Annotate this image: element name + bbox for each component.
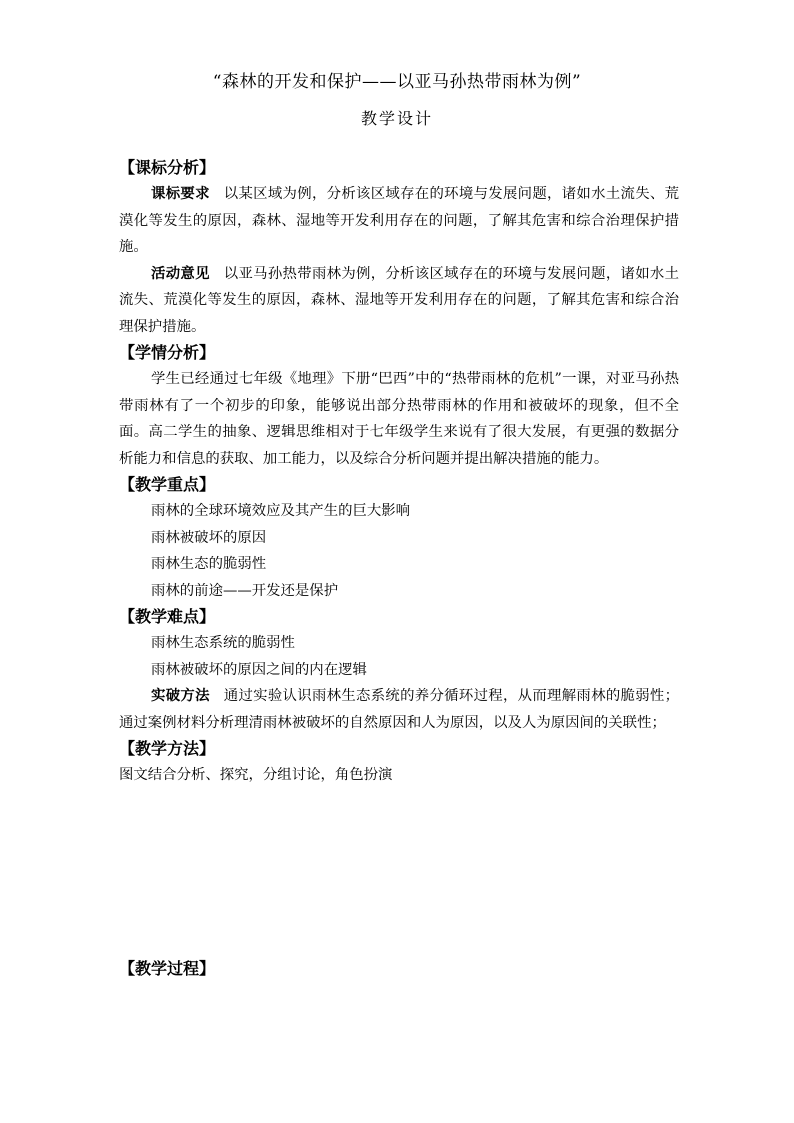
- section-heading-curriculum: 【课标分析】: [119, 158, 216, 177]
- section-heading-methods: 【教学方法】: [119, 739, 216, 758]
- section-heading-difficulties: 【教学难点】: [119, 607, 216, 626]
- key-point-item: 雨林被破坏的原因: [151, 529, 267, 546]
- key-point-item: 雨林的全球环境效应及其产生的巨大影响: [151, 503, 411, 519]
- method-lead: 实破方法: [151, 687, 210, 704]
- activity-text: 以亚马孙热带雨林为例，分析该区域存在的环境与发展问题，诸如水土流失、荒漠化等发生的原因，森林、湿地等开发利用存在的问题，了解其危害和综合治理保护措施。: [119, 265, 679, 335]
- difficulty-method-paragraph: [119, 683, 679, 736]
- difficulty-item: 雨林生态系统的脆弱性: [151, 635, 295, 651]
- section-heading-process: 【教学过程】: [119, 959, 216, 978]
- document-title: “森林的开发和保护——以亚马孙热带雨林为例”: [212, 72, 582, 92]
- curriculum-activity-paragraph: [119, 261, 679, 341]
- requirement-text: 以某区域为例，分析该区域存在的环境与发展问题，诸如水土流失、荒漠化等发生的原因，森林、湿地等开发利用存在的问题，了解其危害和综合治理保护措施。: [119, 186, 679, 255]
- document-subtitle: 教学设计: [360, 109, 433, 128]
- curriculum-requirement-paragraph: [119, 181, 679, 261]
- section-heading-key-points: 【教学重点】: [119, 475, 216, 494]
- section-heading-students: 【学情分析】: [119, 343, 216, 362]
- document-body: [119, 155, 679, 789]
- key-point-item: 雨林生态的脆弱性: [151, 556, 267, 572]
- students-paragraph: 学生已经通过七年级《地理》下册“巴西”中的“热带雨林的危机”一课，对亚马孙热带雨林有了一个初步的印象，能够说出部分热带雨林的作用和被破坏的现象，但不全面。高二学生的抽象、逻辑思维相对于七年级学生来说有了很大发展，有更强的数据分析能力和信息的获取、加工能力，以及综合分析问题并提出解决措施的能力。: [119, 371, 679, 467]
- method-text: 通过实验认识雨林生态系统的养分循环过程，从而理解雨林的脆弱性；通过案例材料分析理清雨林被破坏的自然原因和人为原因，以及人为原因间的关联性；: [119, 688, 679, 731]
- key-point-item: 雨林的前途——开发还是保护: [151, 582, 339, 599]
- methods-text: 图文结合分析、探究，分组讨论，角色扮演: [119, 767, 393, 783]
- difficulty-item: 雨林被破坏的原因之间的内在逻辑: [151, 661, 367, 678]
- activity-lead: 活动意见: [151, 264, 210, 282]
- requirement-lead: 课标要求: [151, 185, 210, 202]
